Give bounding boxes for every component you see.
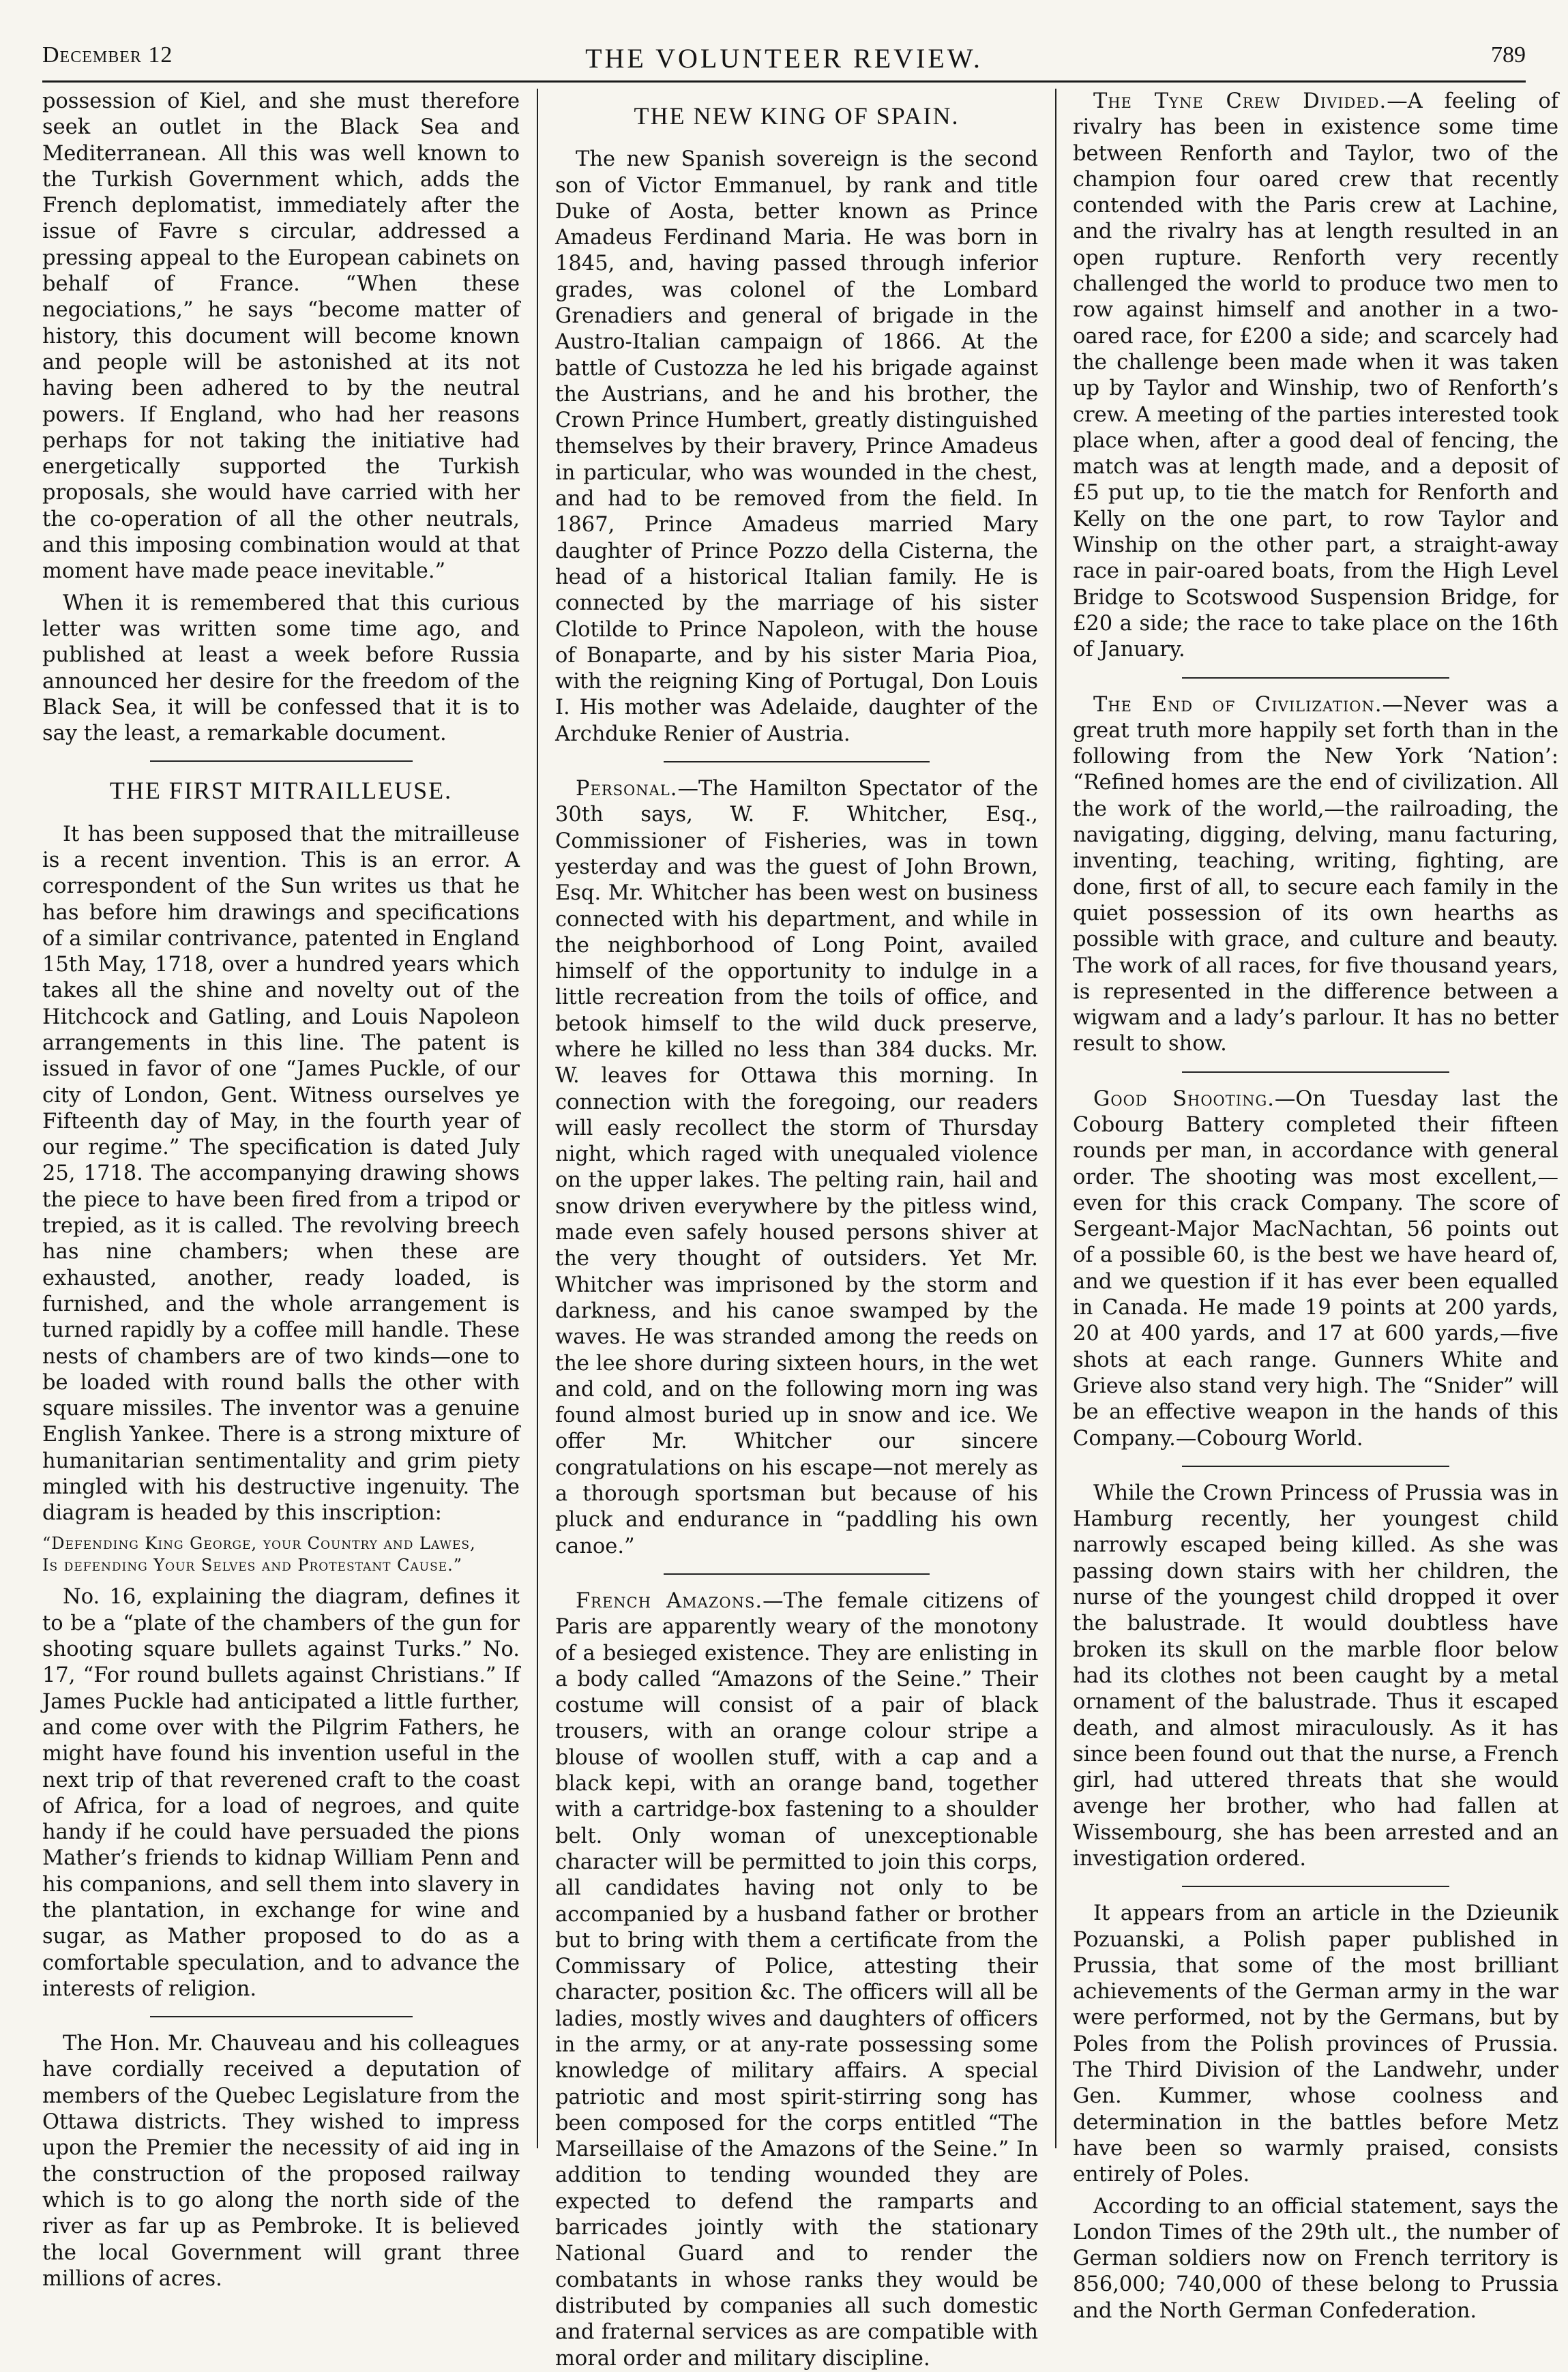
inscription-line: “Defending King George, your Country and Lawes, [42, 1533, 476, 1553]
article-paragraph: According to an official statement, says the London Times of the 29th ult., the number of German soldiers now on French territory is 856,000; 740,000 of these belong to Prussia and the North German Confederation. [1073, 2194, 1558, 2323]
article-paragraph: When it is remembered that this curious letter was written some time ago, and published at least a week before Russia announced her desire for the freedom of the Black Sea, it will be confessed that it is to say the least, a remarkable document. [42, 591, 520, 746]
article-paragraph: No. 16, explaining the diagram, defines it to be a “plate of the chambers of the gun for shooting square bullets against Turks.” No. 17, “For round bullets against Christians.” If James Puckle had anticipated a little further, and come over with the Pilgrim Fathers, he might have found his invention useful in the next trip of that reverened craft to the coast of Africa, for a load of negroes, and quite handy if he could have persuaded the pions Mather’s friends to kidnap William Penn and his companions, and sell them into slavery in the plantation, in exchange for wine and sugar, as Mather proposed to do as a comfortable speculation, and to advance the interests of religion. [42, 1585, 520, 2001]
column-divider [1055, 89, 1056, 2148]
section-rule [1182, 1466, 1449, 1467]
column-right [1073, 89, 1558, 2323]
header-date: December 12 [42, 42, 173, 68]
section-rule [1182, 1071, 1449, 1073]
article-heading: THE FIRST MITRAILLEUSE. [109, 777, 453, 805]
section-rule [150, 760, 413, 762]
article-heading: THE NEW KING OF SPAIN. [634, 102, 960, 130]
column-left [42, 89, 520, 2291]
article-text: —The female citizens of Paris are apparently weary of the monotony of a besieged existence. They are enlisting in a body called “Amazons of the Seine.” Their costume will consist of a pair of black trousers, with an orange colour stripe a blouse of woollen stuff, with a cap and a black kepi, with an orange band, together with a cartridge-box fastening to a shoulder belt. Only woman of unexceptionable character will be permitted to join this corps, all candidates having not only to be accompanied by a husband father or brother but to bring with them a certificate from the Commissary of Police, attesting their character, position &c. The officers will all be ladies, mostly wives and daughters of officers in the army, or at any-rate possessing some knowledge of military affairs. A special patriotic and most spirit-stirring song has been composed for the corps entitled “The Marseillaise of the Amazons of the Seine.” In addition to tending wounded they are expected to defend the ramparts and barricades jointly with the stationary National Guard and to render the combatants in whose ranks they would be distributed by companies all such domestic and fraternal services as are compatible with moral order and military discipline. [555, 1588, 1038, 2371]
article-paragraph [1073, 692, 1558, 1058]
article-paragraph [1073, 1086, 1558, 1452]
article-text: —The Hamilton Spectator of the 30th says, W. F. Whitcher, Esq., Commissioner of Fisheries, was in town yesterday and was the guest of John Brown, Esq. Mr. Whitcher has been west on business connected with his department, and while in the neighborhood of Long Point, availed himself of the opportunity to indulge in a little recreation from the toils of office, and betook himself to the wild duck preserve, where he killed no less than 384 ducks. Mr. W. leaves for Ottawa this morning. In connection with the foregoing, our readers will easly recollect the storm of Thursday night, which raged with unequaled violence on the upper lakes. The pelting rain, hail and snow driven everywhere by the pitless wind, made even safely housed persons shiver at the very thought of outsiders. Yet Mr. Whitcher was imprisoned by the storm and darkness, and his canoe swamped by the waves. He was stranded among the reeds on the lee shore during sixteen hours, in the wet and cold, and on the following morn ing was found almost buried up in snow and ice. We offer Mr. Whitcher our sincere congratulations on his escape—not merely as a thorough sportsman but because of his pluck and endurance in “paddling his own canoe.” [555, 777, 1038, 1558]
article-paragraph [555, 776, 1038, 1560]
inscription-line: Is defending Your Selves and Protestant Cause.” [42, 1556, 463, 1575]
article-paragraph: It has been supposed that the mitrailleuse is a recent invention. This is an error. A correspondent of the Sun writes us that he has before him drawings and specifications of a similar contrivance, patented in England 15th May, 1718, over a hundred years which takes all the shine and novelty out of the Hitchcock and Gatling, and Louis Napoleon arrangements in this line. The patent is issued in favor of one “James Puckle, of our city of London, Gent. Witness ourselves ye Fifteenth day of May, in the fourth year of our regime.” The specification is dated July 25, 1718. The accompanying drawing shows the piece to have been fired from a tripod or trepied, as it is called. The revolving breech has nine chambers; when these are exhausted, another, ready loaded, is furnished, and the whole arrangement is turned rapidly by a coffee mill handle. These nests of chambers are of two kinds—one to be loaded with round balls the other with square missiles. The inventor was a genuine English Yankee. There is a strong mixture of humanitarian sentimentality and grim piety mingled with his destructive ingenuity. The diagram is headed by this inscription: [42, 822, 520, 1526]
article-lead: French Amazons. [576, 1588, 763, 1613]
running-head [42, 40, 1526, 83]
section-rule [664, 761, 929, 762]
section-rule [664, 1573, 929, 1575]
section-rule [150, 2016, 413, 2017]
article-text: —On Tuesday last the Cobourg Battery completed their fifteen rounds per man, in accordance with general order. The shooting was most excellent,—even for this crack Company. The score of Sergeant-Major MacNachtan, 56 points out of a possible 60, is the best we have heard of, and we question if it has ever been equalled in Canada. He made 19 points at 200 yards, 20 at 400 yards, and 17 at 600 yards,—five shots at each range. Gunners White and Grieve also stand very high. The “Snider” will be an effective weapon in the hands of this Company.—Cobourg World. [1073, 1086, 1558, 1451]
section-rule [1182, 677, 1449, 679]
article-lead: The Tyne Crew Divided. [1093, 89, 1387, 113]
column-middle [555, 89, 1038, 2371]
article-paragraph: The new Spanish sovereign is the second son of Victor Emmanuel, by rank and title Duke of Aosta, better known as Prince Amadeus Ferdinand Maria. He was born in 1845, and, having passed through inferior grades, was colonel of the Lombard Grenadiers and general of brigade in the Austro-Italian campaign of 1866. At the battle of Custozza he led his brigade against the Austrians, and he and his brother, the Crown Prince Humbert, greatly distinguished themselves by their bravery, Prince Amadeus in particular, who was wounded in the chest, and had to be removed from the field. In 1867, Prince Amadeus married Mary daughter of Prince Pozzo della Cisterna, the head of a historical Italian family. He is connected by the marriage of his sister Clotilde to Prince Napoleon, with the house of Bonaparte, and by his sister Maria Pioa, with the reigning King of Portugal, Don Louis I. His mother was Adelaide, daughter of the Archduke Renier of Austria. [555, 147, 1038, 746]
article-text: —A feeling of rivalry has been in existence some time between Renforth and Taylor, two of the champion four oared crew that recently contended with the Paris crew at Lachine, and the rivalry has at length resulted in an open rupture. Renforth very recently challenged the world to produce two men to row against himself and another in a two-oared race, for £200 a side; and scarcely had the challenge been made when it was taken up by Taylor and Winship, two of Renforth’s crew. A meeting of the parties interested took place when, after a good deal of fencing, the match was at length made, and a deposit of £5 put up, to tie the match for Renforth and Kelly on the one part, to row Taylor and Winship on the other part, a straight-away race in pair-oared boats, from the High Level Bridge to Scotswood Suspension Bridge, for £20 a side; the race to take place on the 16th of January. [1073, 89, 1558, 662]
masthead-title: THE VOLUNTEER REVIEW. [585, 43, 983, 74]
page-number: 789 [1491, 42, 1526, 68]
article-paragraph [1073, 89, 1558, 664]
article-lead: Personal. [576, 777, 678, 801]
article-paragraph [555, 1588, 1038, 2372]
article-paragraph: It appears from an article in the Dzieunik Pozuanski, a Polish paper published in Prussia, that some of the most brilliant achievements of the German army in the war were performed, not by the Germans, but by Poles from the Polish provinces of Prussia. The Third Division of the Landwehr, under Gen. Kummer, whose coolness and determination in the battles before Metz have been so warmly praised, consists entirely of Poles. [1073, 1901, 1558, 2187]
article-paragraph: The Hon. Mr. Chauveau and his colleagues have cordially received a deputation of members of the Quebec Legislature from the Ottawa districts. They wished to impress upon the Premier the necessity of aid ing in the construction of the proposed railway which is to go along the north side of the river as far up as Pembroke. It is believed the local Government will grant three millions of acres. [42, 2032, 520, 2291]
article-paragraph: possession of Kiel, and she must therefore seek an outlet in the Black Sea and Mediterranean. All this was well known to the Turkish Government which, adds the French deplomatist, immediately after the issue of Favre s circular, addressed a pressing appeal to the European cabinets on behalf of France. “When these negociations,” he says “become matter of history, this document will become known and people will be astonished at its not having been adhered to by the neutral powers. If England, who had her reasons perhaps for not taking the initiative had energetically supported the Turkish proposals, she would have carried with her the co-operation of all the other neutrals, and this imposing combination would at that moment have made peace inevitable.” [42, 89, 520, 584]
article-lead: The End of Civilization. [1093, 692, 1382, 717]
inscription [42, 1532, 520, 1577]
section-rule [1182, 1886, 1449, 1887]
article-lead: Good Shooting. [1093, 1086, 1275, 1111]
article-text: —Never was a great truth more happily set forth than in the following from the New York ‘Nation’: “Refined homes are the end of civilization. All the work of the world,—the railroading, the navigating, digging, delving, manu facturing, inventing, teaching, writing, fighting, are done, first of all, to secure each family in the quiet possession of its own hearths as possible with grace, and culture and beauty. The work of all races, for five thousand years, is represented in the difference between a wigwam and a lady’s parlour. It has no better result to show. [1073, 692, 1558, 1056]
article-paragraph: While the Crown Princess of Prussia was in Hamburg recently, her youngest child narrowly escaped being killed. As she was passing down stairs with her children, the nurse of the youngest child dropped it over the balustrade. It would doubtless have broken its skull on the marble floor below had its clothes not been caught by a metal ornament of the balustrade. Thus it escaped death, and almost miraculously. As it has since been found out that the nurse, a French girl, had uttered threats that she would avenge her brother, who had fallen at Wissembourg, she has been arrested and an investigation ordered. [1073, 1481, 1558, 1871]
column-divider [537, 89, 538, 2148]
